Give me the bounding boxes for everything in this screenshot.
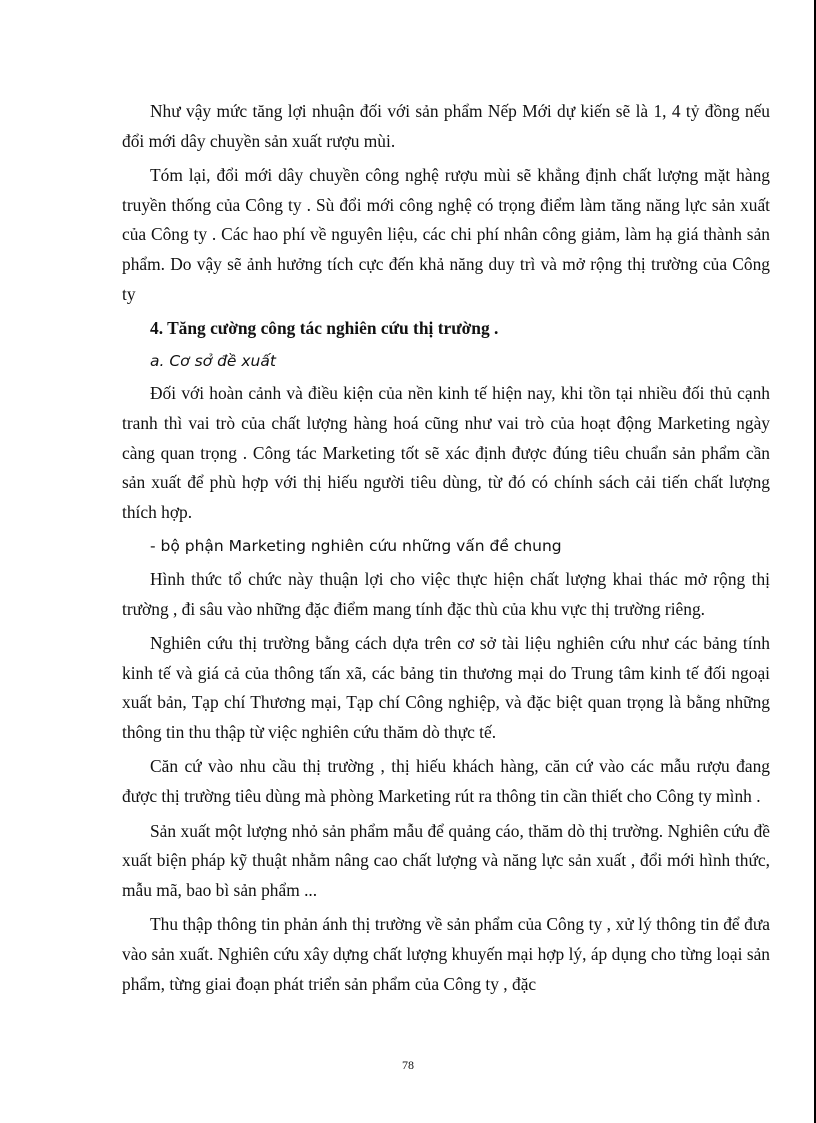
paragraph-sample-production: Sản xuất một lượng nhỏ sản phẩm mẫu để quảng cáo, thăm dò thị trường. Nghiên cứu đề xuất biện pháp kỹ thuật nhằm nâng cao chất lượng và năng lực sản xuất , đổi mới hình thức, mẫu mã, bao bì sản phẩm ... [122, 820, 770, 900]
paragraph-context: Đối với hoàn cảnh và điều kiện của nền kinh tế hiện nay, khi tồn tại nhiều đối thủ cạnh tranh thì vai trò của chất lượng hàng hoá cũng như vai trò của hoạt động Marketing ngày càng quan trọng . Công tác Marketing tốt sẽ xác định được đúng tiêu chuẩn sản phẩm cần sản xuất để phù hợp với thị hiếu người tiêu dùng, từ đó có chính sách cải tiến chất lượng thích hợp. [122, 383, 770, 522]
document-body [122, 97, 770, 1004]
section-heading: 4. Tăng cường công tác nghiên cứu thị trường . [150, 318, 499, 339]
paragraph-profit-increase: Như vậy mức tăng lợi nhuận đối với sản phẩm Nếp Mới dự kiến sẽ là 1, 4 tỷ đồng nếu đổi mới dây chuyền sản xuất rượu mùi. [122, 101, 770, 151]
paragraph-market-research: Nghiên cứu thị trường bằng cách dựa trên cơ sở tài liệu nghiên cứu như các bảng tính kinh tế và giá cả của thông tấn xã, các bảng tin thương mại do Trung tâm kinh tế đối ngoại xuất bản, Tạp chí Thương mại, Tạp chí Công nghiệp, và đặc biệt quan trọng là bằng những thông tin thu thập từ việc nghiên cứu thăm dò thực tế. [122, 633, 770, 742]
paragraph-summary: Tóm lại, đổi mới dây chuyền công nghệ rượu mùi sẽ khẳng định chất lượng mặt hàng truyền thống của Công ty . Sù đổi mới công nghệ có trọng điểm làm tăng năng lực sản xuất của Công ty . Các hao phí về nguyên liệu, các chi phí nhân công giảm, làm hạ giá thành sản phẩm. Do vậy sẽ ảnh hưởng tích cực đến khả năng duy trì và mở rộng thị trường của Công ty [122, 165, 770, 304]
list-item-marketing-dept: - bộ phận Marketing nghiên cứu những vấn đề chung [150, 537, 562, 556]
paragraph-market-needs: Căn cứ vào nhu cầu thị trường , thị hiếu khách hàng, căn cứ vào các mẫu rượu đang được thị trường tiêu dùng mà phòng Marketing rút ra thông tin cần thiết cho Công ty mình . [122, 756, 770, 807]
paragraph-organization-form: Hình thức tổ chức này thuận lợi cho việc thực hiện chất lượng khai thác mở rộng thị trường , đi sâu vào những đặc điểm mang tính đặc thù của khu vực thị trường riêng. [122, 568, 770, 619]
subsection-heading: a. Cơ sở đề xuất [150, 351, 276, 370]
paragraph-information-gathering: Thu thập thông tin phản ánh thị trường về sản phẩm của Công ty , xử lý thông tin để đưa vào sản xuất. Nghiên cứu xây dựng chất lượng khuyến mại hợp lý, áp dụng cho từng loại sản phẩm, từng giai đoạn phát triển sản phẩm của Công ty , đặc [122, 914, 770, 994]
page-number: 78 [402, 1058, 414, 1072]
